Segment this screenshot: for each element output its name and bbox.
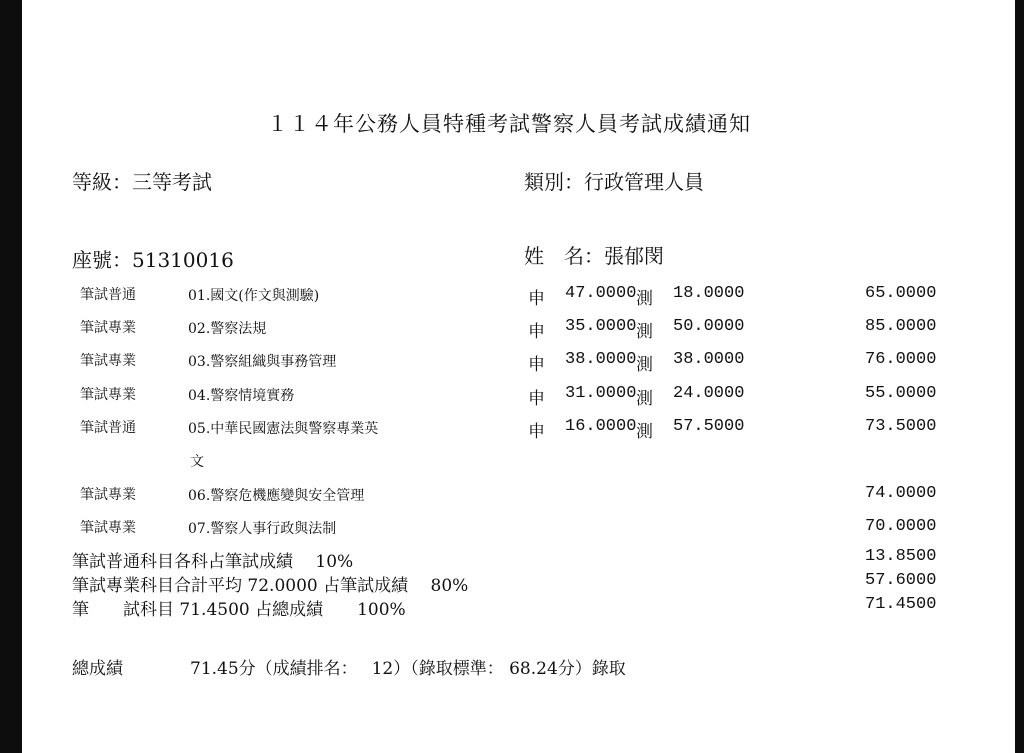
subject-name: 06.警察危機應變與安全管理 <box>188 488 365 504</box>
subject-name: 01.國文(作文與測驗) <box>188 288 320 304</box>
test-mark: 測 <box>636 355 653 375</box>
essay-mark: 申 <box>528 389 545 409</box>
total-score-text: 71.45分（成績排名： 12）（錄取標準： 68.24分）錄取 <box>190 659 626 679</box>
summary-written-value: 71.4500 <box>865 595 937 614</box>
page-title: １１４年公務人員特種考試警察人員考試成績通知 <box>267 112 751 136</box>
seat-number: 座號：51310016 <box>72 248 234 272</box>
subject-name-continued: 文 <box>190 454 204 470</box>
subject-name: 03.警察組織與事務管理 <box>188 354 337 370</box>
subject-type: 筆試專業 <box>80 520 136 536</box>
subject-name: 04.警察情境實務 <box>188 388 295 404</box>
test-mark: 測 <box>636 389 653 409</box>
score-notice-page <box>22 0 1015 753</box>
test-score: 57.5000 <box>673 417 745 436</box>
subject-score: 70.0000 <box>865 517 937 536</box>
test-score: 18.0000 <box>673 284 745 303</box>
essay-mark: 申 <box>528 422 545 442</box>
subject-score: 85.0000 <box>865 317 937 336</box>
exam-grade: 等級：三等考試 <box>72 170 212 194</box>
subject-score: 74.0000 <box>865 484 937 503</box>
subject-type: 筆試普通 <box>80 287 136 303</box>
test-score: 38.0000 <box>673 350 745 369</box>
test-mark: 測 <box>636 322 653 342</box>
subject-type: 筆試專業 <box>80 320 136 336</box>
subject-score: 76.0000 <box>865 350 937 369</box>
summary-professional-label: 筆試專業科目合計平均 72.0000 占筆試成績 80% <box>72 576 469 596</box>
test-score: 24.0000 <box>673 384 745 403</box>
candidate-name: 姓 名：張郁閔 <box>524 244 664 268</box>
total-score-label: 總成績 <box>72 659 123 679</box>
subject-name: 07.警察人事行政與法制 <box>188 521 337 537</box>
subject-type: 筆試專業 <box>80 353 136 369</box>
summary-written-label: 筆 試科目 71.4500 占總成績 100% <box>72 600 406 620</box>
essay-mark: 申 <box>528 322 545 342</box>
summary-professional-value: 57.6000 <box>865 571 937 590</box>
subject-score: 73.5000 <box>865 417 937 436</box>
subject-score: 55.0000 <box>865 384 937 403</box>
test-mark: 測 <box>636 289 653 309</box>
essay-mark: 申 <box>528 289 545 309</box>
test-mark: 測 <box>636 422 653 442</box>
subject-type: 筆試專業 <box>80 487 136 503</box>
essay-score: 47.0000 <box>565 284 637 303</box>
essay-score: 16.0000 <box>565 417 637 436</box>
subject-name: 05.中華民國憲法與警察專業英 <box>188 421 379 437</box>
summary-general-label: 筆試普通科目各科占筆試成績 10% <box>72 552 354 572</box>
summary-general-value: 13.8500 <box>865 547 937 566</box>
essay-score: 38.0000 <box>565 350 637 369</box>
essay-score: 35.0000 <box>565 317 637 336</box>
essay-score: 31.0000 <box>565 384 637 403</box>
subject-type: 筆試專業 <box>80 387 136 403</box>
essay-mark: 申 <box>528 355 545 375</box>
subject-name: 02.警察法規 <box>188 321 267 337</box>
exam-category: 類別：行政管理人員 <box>524 170 704 194</box>
test-score: 50.0000 <box>673 317 745 336</box>
subject-score: 65.0000 <box>865 284 937 303</box>
subject-type: 筆試普通 <box>80 420 136 436</box>
